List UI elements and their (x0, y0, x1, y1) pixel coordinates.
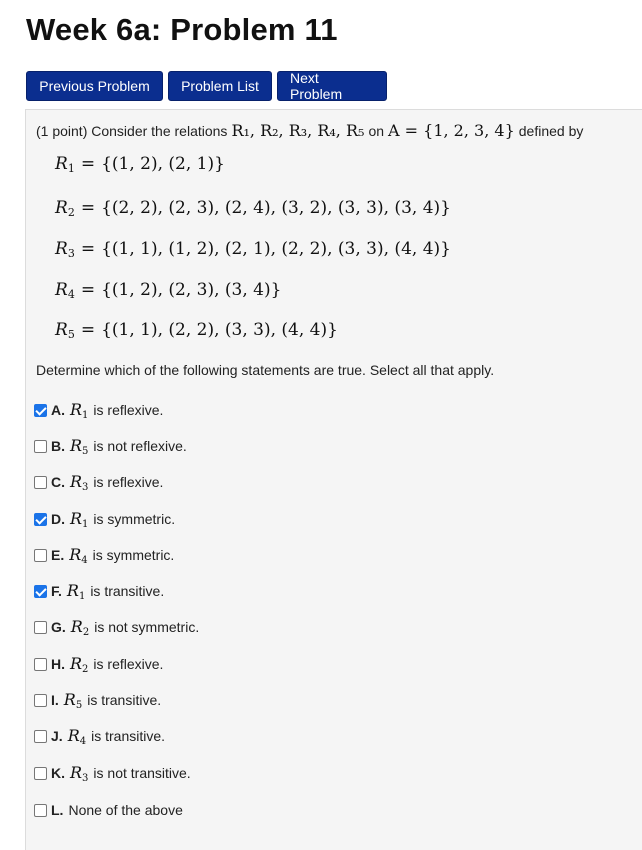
answer-option[interactable] (34, 509, 175, 529)
answer-option[interactable] (34, 654, 163, 674)
relation-subscript: 2 (82, 626, 90, 638)
option-relation (71, 617, 89, 638)
option-letter: H. (51, 656, 65, 672)
option-relation (70, 472, 88, 493)
relation-symbol: R (55, 280, 68, 300)
answer-option[interactable] (34, 800, 183, 820)
option-letter: E. (51, 547, 65, 563)
option-checkbox[interactable] (34, 804, 47, 817)
answer-option[interactable] (34, 545, 174, 565)
option-text: is transitive. (90, 583, 165, 599)
relation-symbol: R (69, 544, 82, 564)
relation-r4: $R_4 = \{(1$, 2), (2, 3), (3, 4)} (55, 280, 282, 301)
option-text: is reflexive. (93, 402, 164, 418)
option-letter: A. (51, 402, 65, 418)
answer-option[interactable] (34, 472, 163, 492)
relation-subscript: 1 (82, 409, 89, 421)
relation-subscript: 2 (82, 663, 89, 675)
problem-intro (36, 121, 583, 140)
intro-on: on (368, 123, 385, 139)
option-letter: K. (51, 765, 65, 781)
option-relation (70, 400, 88, 421)
option-checkbox[interactable] (34, 767, 47, 780)
answer-option[interactable] (34, 581, 164, 601)
relation-symbol: R (70, 399, 83, 419)
answer-option[interactable] (34, 763, 191, 783)
problem-list-button[interactable]: Problem List (168, 71, 272, 101)
next-problem-button[interactable]: Next Problem (277, 71, 387, 101)
relation-symbol: R (70, 653, 83, 673)
relation-subscript: 1 (67, 162, 75, 175)
option-relation (64, 690, 82, 711)
option-checkbox[interactable] (34, 513, 47, 526)
answer-option[interactable] (34, 690, 161, 710)
option-text: is not transitive. (93, 765, 191, 781)
relation-subscript: 5 (82, 445, 89, 457)
option-letter: J. (51, 728, 63, 744)
option-letter: D. (51, 511, 65, 527)
option-checkbox[interactable] (34, 658, 47, 671)
relation-subscript: 4 (67, 288, 75, 301)
relation-symbol: R (55, 198, 68, 218)
option-checkbox[interactable] (34, 404, 47, 417)
option-checkbox[interactable] (34, 730, 47, 743)
relation-subscript: 1 (82, 518, 89, 530)
answer-option[interactable] (34, 400, 163, 420)
relation-symbol: R (55, 239, 68, 259)
relation-symbol: R (55, 154, 68, 174)
intro-prefix: (1 point) Consider the relations (36, 123, 228, 139)
problem-nav (26, 71, 387, 101)
relation-subscript: 4 (79, 735, 87, 747)
option-relation (70, 763, 88, 784)
option-text: is reflexive. (93, 474, 164, 490)
relation-symbol: R (70, 508, 83, 528)
relation-r2: $R_2 = \{(2$, 2), (2, 3), (2, 4), (3, 2), (3, 3), (3, 4)} (55, 198, 451, 219)
relation-symbol: R (70, 616, 83, 636)
relation-value: {(1, 2), (2, 1)} (101, 154, 225, 174)
option-checkbox[interactable] (34, 585, 47, 598)
option-text: is symmetric. (93, 511, 176, 527)
option-checkbox[interactable] (34, 549, 47, 562)
answer-option[interactable] (34, 617, 199, 637)
relation-r5: $R_5 = \{(1$, 1), (2, 2), (3, 3), (4, 4)} (55, 320, 338, 341)
relation-subscript: 5 (75, 699, 83, 711)
relation-subscript: 3 (82, 481, 89, 493)
option-letter: G. (51, 619, 66, 635)
relation-symbol: R (55, 320, 68, 340)
relation-value: {(1, 1), (1, 2), (2, 1), (2, 2), (3, 3), (4, 4)} (101, 239, 451, 259)
option-text: is not reflexive. (93, 438, 187, 454)
relation-r3: $R_3 = \{(1$, 1), (1, 2), (2, 1), (2, 2), (3, 3), (4, 4)} (55, 239, 451, 260)
option-letter: F. (51, 583, 62, 599)
intro-suffix: defined by (518, 123, 584, 139)
option-text: is symmetric. (92, 547, 175, 563)
relation-subscript: 2 (67, 206, 75, 219)
option-relation (69, 545, 87, 566)
relation-subscript: 3 (82, 772, 89, 784)
question-prompt: Determine which of the following statements are true. Select all that apply. (36, 362, 495, 378)
option-letter: L. (51, 802, 64, 818)
option-letter: I. (51, 692, 59, 708)
relation-subscript: 4 (81, 554, 88, 566)
intro-relations: R₁, R₂, R₃, R₄, R₅ (231, 121, 365, 140)
option-letter: C. (51, 474, 65, 490)
option-relation (67, 581, 85, 602)
relation-subscript: 1 (78, 590, 86, 602)
relation-symbol: R (70, 762, 83, 782)
relation-value: {(2, 2), (2, 3), (2, 4), (3, 2), (3, 3), (3, 4)} (101, 198, 451, 218)
relation-subscript: 5 (67, 328, 75, 341)
relation-symbol: R (70, 435, 83, 455)
option-text: is transitive. (87, 692, 162, 708)
previous-problem-button[interactable]: Previous Problem (26, 71, 163, 101)
option-checkbox[interactable] (34, 694, 47, 707)
option-relation (68, 726, 86, 747)
relation-subscript: 3 (67, 247, 75, 260)
relation-value: {(1, 2), (2, 3), (3, 4)} (101, 280, 282, 300)
relation-value: {(1, 1), (2, 2), (3, 3), (4, 4)} (101, 320, 338, 340)
relation-r1: $R_1 = \{(1$, 2), (2, 1)} (55, 154, 225, 175)
option-text: is not symmetric. (94, 619, 200, 635)
relation-symbol: R (70, 471, 83, 491)
answer-option[interactable] (34, 726, 165, 746)
option-relation (70, 436, 88, 457)
option-checkbox[interactable] (34, 476, 47, 489)
page-title: Week 6a: Problem 11 (26, 12, 338, 47)
relation-symbol: R (67, 725, 80, 745)
option-letter: B. (51, 438, 65, 454)
relation-symbol: R (63, 689, 76, 709)
option-checkbox[interactable] (34, 621, 47, 634)
relation-symbol: R (66, 580, 79, 600)
option-text: is transitive. (91, 728, 166, 744)
answer-option[interactable] (34, 436, 187, 456)
intro-set: A = {1, 2, 3, 4} (388, 121, 515, 140)
option-relation (70, 654, 88, 675)
option-checkbox[interactable] (34, 440, 47, 453)
option-relation (70, 509, 88, 530)
option-text: is reflexive. (93, 656, 164, 672)
option-text: None of the above (68, 802, 183, 818)
